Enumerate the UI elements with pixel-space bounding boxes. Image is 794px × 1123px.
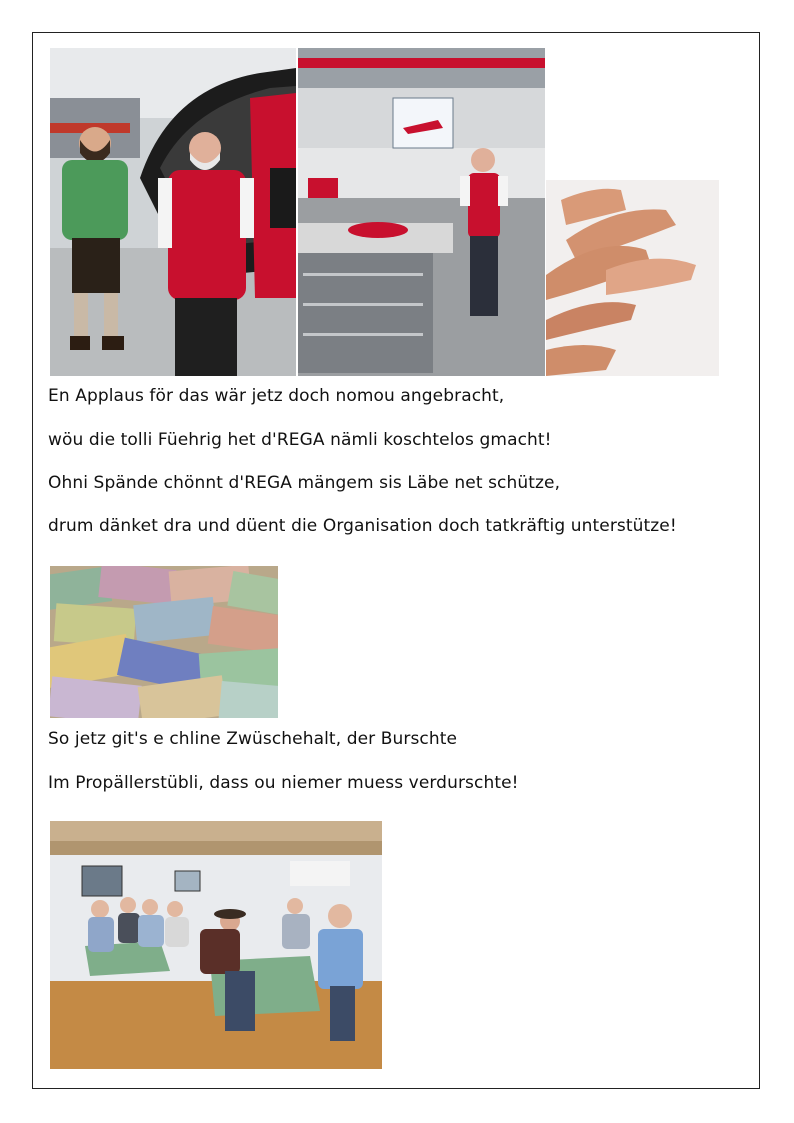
- photo-banknotes: [50, 566, 278, 718]
- poem-line-5: So jetz git's e chline Zwüschehalt, der Burschte: [48, 729, 458, 749]
- poem-line-6: Im Propällerstübli, dass ou niemer muess verdurschte!: [48, 773, 519, 793]
- photo-hangar-man: [298, 48, 545, 376]
- poem-line-3: Ohni Spände chönnt d'REGA mängem sis Läbe net schütze,: [48, 473, 561, 493]
- poem-line-4: drum dänket dra und düent die Organisation doch tatkräftig unterstütze!: [48, 516, 677, 536]
- photo-restaurant-group: [50, 821, 382, 1069]
- poem-line-1: En Applaus för das wär jetz doch nomou angebracht,: [48, 386, 505, 406]
- photo-clapping-hands: [546, 180, 719, 376]
- poem-line-2: wöu die tolli Füehrig het d'REGA nämli koschtelos gmacht!: [48, 430, 552, 450]
- photo-helicopter-men: [50, 48, 296, 376]
